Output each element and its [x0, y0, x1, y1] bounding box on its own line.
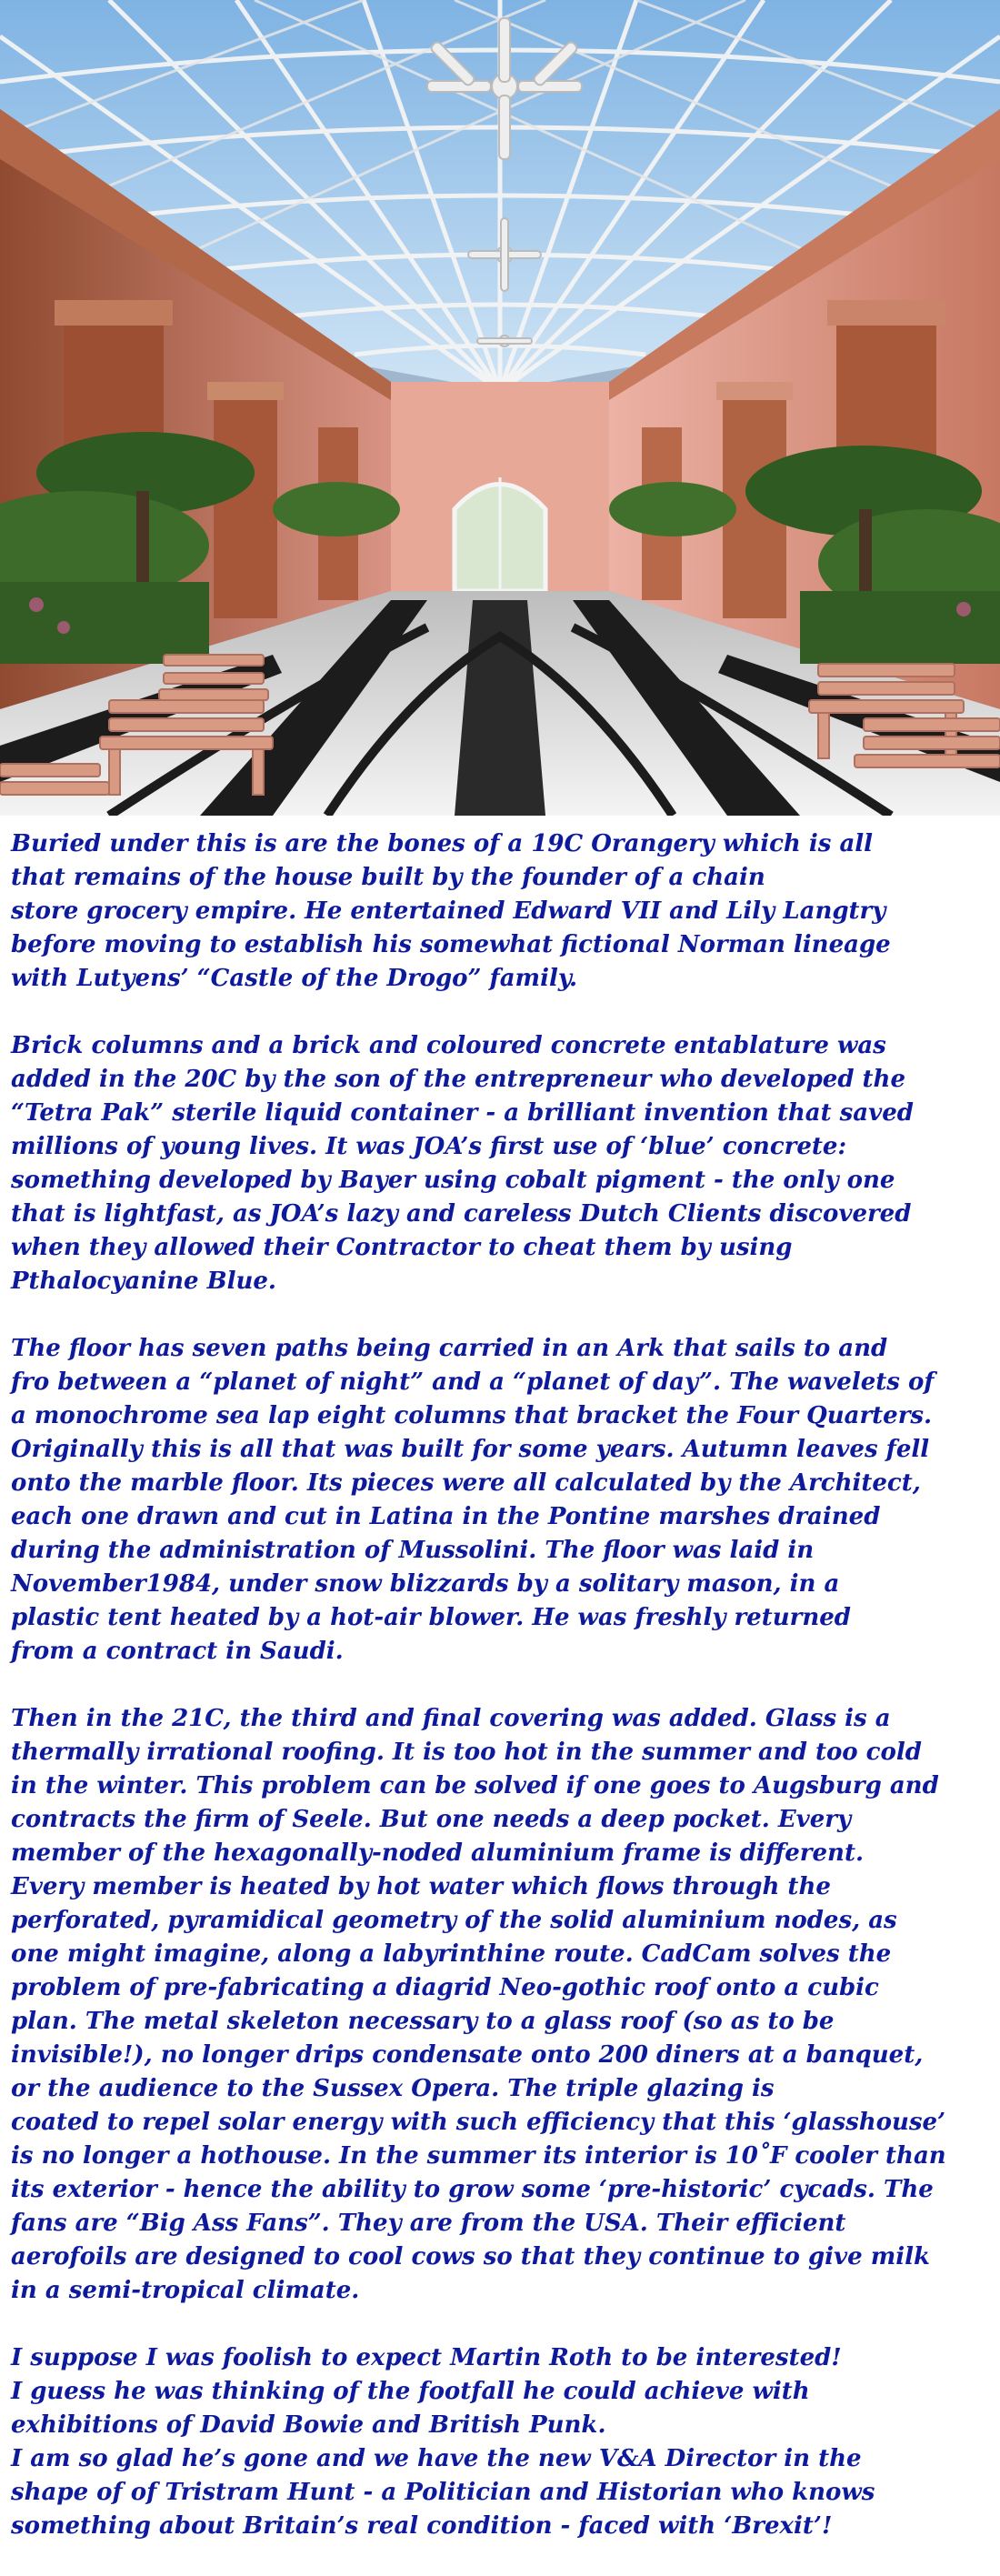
- orangery-interior-photo: [0, 0, 1000, 816]
- paragraph-va-directors: I suppose I was foolish to expect Martin Roth to be interested! I guess he was thinking of the footfall he could achieve with exhibitions of David Bowie and British Punk. I am so glad he’s gone and we have the new V&A Director in the shape of of Tristram Hunt - a Politician and Historian who knows something about Britain’s real condition - faced with ‘Brexit’!: [11, 2344, 875, 2540]
- paragraph-orangery-history: Buried under this is are the bones of a 19C Orangery which is all that remains of the house built by the founder of a chain store grocery empire. He entertained Edward VII and Lily Langtry before moving to establish his somewhat fictional Norman lineage with Lutyens’ “Castle of the Drogo” family.: [11, 830, 891, 992]
- orangery-illustration: [0, 0, 1000, 816]
- paragraph-marble-floor: The floor has seven paths being carried in an Ark that sails to and fro between a “planet of night” and a “planet of day”. The wavelets of a monochrome sea lap eight columns that bracket the Four Quarters. Originally this is all that was built for some years. Autumn leaves fell onto the marble floor. Its pieces were all calculated by the Architect, each one drawn and cut in Latina in the Pontine marshes drained during the administration of Mussolini. The floor was laid in November1984, under snow blizzards by a solitary mason, in a plastic tent heated by a hot-air blower. He was freshly returned from a contract in Saudi.: [11, 1335, 935, 1665]
- paragraph-glass-roof: Then in the 21C, the third and final covering was added. Glass is a thermally irrational roofing. It is too hot in the summer and too cold in the winter. This problem can be solved if one goes to Augsburg and contracts the firm of Seele. But one needs a deep pocket. Every member of the hexagonally-noded aluminium frame is different. Every member is heated by hot water which flows through the perforated, pyramidical geometry of the solid aluminium nodes, as one might imagine, along a labyrinthine route. CadCam solves the problem of pre-fabricating a diagrid Neo-gothic roof onto a cubic plan. The metal skeleton necessary to a glass roof (so as to be invisible!), no longer drips condensate onto 200 diners at a banquet, or the audience to the Sussex Opera. The triple glazing is coated to repel solar energy with such efficiency that this ‘glasshouse’ is no longer a hothouse. In the summer its interior is 10˚F cooler than its exterior - hence the ability to grow some ‘pre-historic’ cycads. The fans are “Big Ass Fans”. They are from the USA. Their efficient aerofoils are designed to cool cows so that they continue to give milk in a semi-tropical climate.: [11, 1705, 946, 2304]
- article-text: [11, 827, 991, 2543]
- paragraph-brick-columns: Brick columns and a brick and coloured concrete entablature was added in the 20C by the son of the entrepreneur who developed the “Tetra Pak” sterile liquid container - a brilliant invention that saved millions of young lives. It was JOA’s first use of ‘blue’ concrete: something developed by Bayer using cobalt pigment - the only one that is lightfast, as JOA’s lazy and careless Dutch Clients discovered when they allowed their Contractor to cheat them by using Pthalocyanine Blue.: [11, 1032, 914, 1295]
